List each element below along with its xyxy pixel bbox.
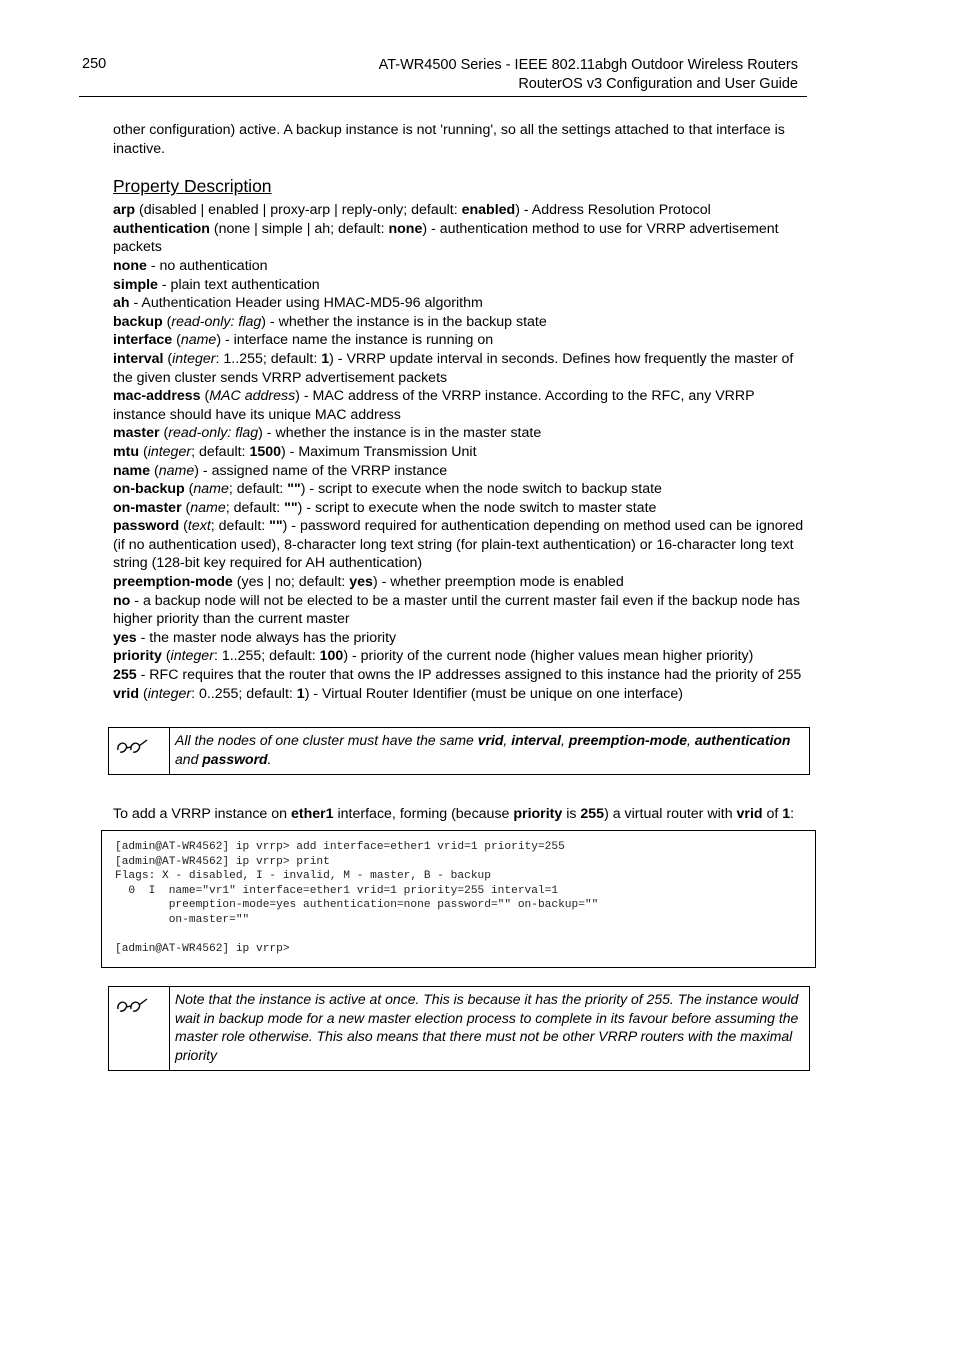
property-name: none: [113, 257, 147, 274]
property-range: : 1..255; default:: [215, 350, 322, 367]
property-item: [113, 201, 807, 220]
property-name: ah: [113, 295, 130, 312]
property-description: - Authentication Header using HMAC-MD5-96 algorithm: [129, 295, 483, 312]
property-range: ; default:: [225, 499, 285, 516]
note-text-1: All the nodes of one cluster must have the same vrid, interval, preemption-mode, authentication and password.: [175, 732, 791, 767]
property-item: [113, 462, 807, 481]
property-name: on-backup: [113, 481, 185, 498]
property-item: [113, 443, 807, 462]
property-prefix: (disabled | enabled | proxy-arp | reply-only; default:: [135, 202, 462, 219]
header-title-line1: AT-WR4500 Series - IEEE 802.11abgh Outdoor Wireless Routers: [378, 57, 798, 73]
property-item: [113, 647, 807, 666]
property-item: [113, 294, 807, 313]
property-prefix: (: [159, 425, 169, 442]
property-default: none: [388, 220, 423, 237]
property-name: on-master: [113, 499, 182, 516]
property-description: - no authentication: [146, 257, 268, 274]
property-range: ; default:: [191, 443, 250, 460]
property-description: ) - whether preemption mode is enabled: [372, 574, 624, 591]
property-name: vrid: [113, 685, 140, 702]
property-description: ) - whether the instance is in the master state: [258, 425, 542, 442]
property-item: [113, 331, 807, 350]
property-item: [113, 629, 807, 648]
property-prefix: (: [161, 648, 171, 665]
property-item: [113, 276, 807, 295]
property-item: [113, 517, 807, 573]
property-type: name: [180, 332, 217, 349]
property-prefix: (: [150, 462, 159, 479]
property-item: [113, 685, 807, 704]
property-default: 1: [296, 685, 305, 702]
property-range: : 1..255; default:: [213, 648, 320, 665]
property-description: ) - script to execute when the node switch to backup state: [300, 481, 662, 498]
property-name: interval: [113, 350, 164, 367]
property-default: "": [284, 499, 298, 516]
property-description: ) - assigned name of the VRRP instance: [194, 462, 448, 479]
property-prefix: (: [200, 388, 210, 405]
running-header: [379, 56, 798, 94]
property-name: preemption-mode: [113, 574, 233, 591]
property-description: - a backup node will not be elected to be a master until the current master fail even if the backup node has higher priority than the current master: [113, 592, 800, 628]
property-prefix: (: [139, 685, 148, 702]
property-range: ; default:: [228, 481, 288, 498]
property-type: name: [193, 481, 229, 498]
property-prefix: (: [139, 443, 148, 460]
code-block: [admin@AT-WR4562] ip vrrp> add interface=ether1 vrid=1 priority=255 [admin@AT-WR4562] ip vrrp> print Flags: X - disabled, I - invalid, M - master, B - backup 0 I name="vr1" interface=ether1 vrid=1 priority=255 interval=1 preemption-mode=yes authentication=none password="" on-backup="" on-master="" [admin@AT-WR4562] ip vrrp>: [101, 830, 816, 968]
property-type: MAC address: [209, 388, 296, 405]
property-description: - the master node always has the priority: [136, 629, 397, 646]
property-type: integer: [170, 648, 214, 665]
property-item: [113, 573, 807, 592]
property-name: arp: [113, 202, 136, 219]
property-description: ) - Virtual Router Identifier (must be unique on one interface): [304, 685, 683, 702]
property-item: [113, 387, 807, 424]
property-item: [113, 220, 807, 257]
property-range: : 0..255; default:: [191, 685, 297, 702]
property-item: [113, 480, 807, 499]
glasses-note-icon: [115, 736, 151, 758]
header-rule: [79, 96, 807, 97]
property-default: "": [269, 518, 283, 535]
property-type: name: [158, 462, 195, 479]
property-list: [113, 201, 807, 703]
property-name: authentication: [113, 220, 210, 237]
property-name: mtu: [113, 443, 140, 460]
property-name: simple: [113, 276, 158, 293]
property-description: ) - authentication method to use for VRRP advertisement packets: [113, 220, 779, 256]
property-default: 1500: [249, 443, 282, 460]
property-item: [113, 666, 807, 685]
property-type: integer: [147, 685, 192, 702]
property-default: 1: [321, 350, 330, 367]
property-item: [113, 257, 807, 276]
property-default: enabled: [461, 202, 516, 219]
property-name: backup: [113, 313, 163, 330]
property-name: password: [113, 518, 180, 535]
property-prefix: (: [162, 313, 172, 330]
property-name: priority: [113, 648, 162, 665]
property-item: [113, 313, 807, 332]
property-description: ) - script to execute when the node switch to master state: [297, 499, 657, 516]
note-icon-cell: [109, 987, 170, 1070]
property-prefix: (: [184, 481, 194, 498]
property-default: 100: [319, 648, 344, 665]
property-description: ) - interface name the instance is running on: [216, 332, 494, 349]
property-prefix: (yes | no; default:: [232, 574, 350, 591]
property-name: yes: [113, 629, 137, 646]
property-item: [113, 592, 807, 629]
property-type: read-only: flag: [171, 313, 262, 330]
property-type: text: [187, 518, 211, 535]
note-text-2: Note that the instance is active at once. This is because it has the priority of 255. The instance would wait in backup mode for a new master election process to complete in its favour before assuming the master role otherwise. This also means that there must not be other VRRP routers with the maximal priority: [175, 991, 799, 1063]
property-type: integer: [172, 350, 216, 367]
main-content: [113, 121, 807, 703]
property-prefix: (none | simple | ah; default:: [209, 220, 389, 237]
property-description: ) - VRRP update interval in seconds. Defines how frequently the master of the given cluster sends VRRP advertisement packets: [113, 350, 794, 386]
property-item: [113, 424, 807, 443]
property-prefix: (: [172, 332, 181, 349]
property-description: - plain text authentication: [157, 276, 320, 293]
property-name: no: [113, 592, 131, 609]
property-prefix: (: [181, 499, 191, 516]
property-description: ) - Maximum Transmission Unit: [281, 443, 477, 460]
property-description: ) - Address Resolution Protocol: [515, 202, 711, 219]
note-box-2: [108, 986, 810, 1071]
property-item: [113, 350, 807, 387]
property-range: ; default:: [210, 518, 270, 535]
property-description: ) - whether the instance is in the backup state: [261, 313, 547, 330]
property-description: ) - password required for authentication depending on method used can be ignored (if no authentication used), 8-character long text string (for plain-text authentication) or 16-character long text string (128-bit key required for AH authentication): [113, 518, 804, 572]
property-description: - RFC requires that the router that owns the IP addresses assigned to this instance had the priority of 255: [136, 667, 802, 684]
section-title: Property Description: [113, 176, 272, 197]
property-type: read-only: flag: [168, 425, 259, 442]
property-name: interface: [113, 332, 173, 349]
property-type: name: [190, 499, 226, 516]
property-default: "": [287, 481, 301, 498]
header-title-line2: RouterOS v3 Configuration and User Guide: [518, 76, 798, 92]
page-number: 250: [82, 56, 107, 72]
example-paragraph: To add a VRRP instance on ether1 interface, forming (because priority is 255) a virtual router with vrid of 1:: [113, 806, 795, 823]
property-name: master: [113, 425, 160, 442]
glasses-note-icon: [115, 995, 151, 1017]
property-prefix: (: [179, 518, 188, 535]
property-default: yes: [349, 574, 373, 591]
property-type: integer: [147, 443, 192, 460]
intro-paragraph: other configuration) active. A backup instance is not 'running', so all the settings attached to that interface is inactive.: [113, 122, 785, 157]
property-description: ) - MAC address of the VRRP instance. According to the RFC, any VRRP instance should have its unique MAC address: [113, 388, 755, 423]
note-box-1: [108, 727, 810, 775]
property-name: name: [113, 462, 151, 479]
note-icon-cell: [109, 728, 170, 774]
property-name: 255: [113, 667, 137, 684]
property-description: ) - priority of the current node (higher values mean higher priority): [343, 648, 754, 665]
property-item: [113, 499, 807, 518]
property-name: mac-address: [113, 388, 201, 405]
property-prefix: (: [163, 350, 173, 367]
